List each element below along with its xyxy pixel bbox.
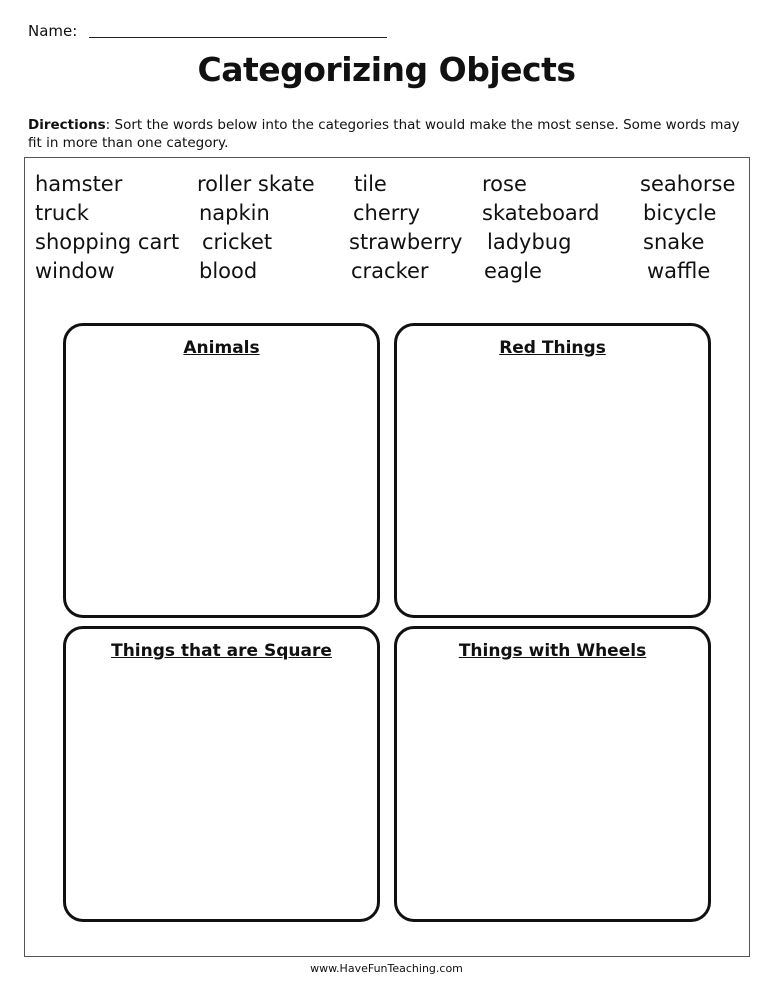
word-item: waffle xyxy=(647,259,711,283)
name-label-text: Name: xyxy=(28,22,78,40)
word-item: truck xyxy=(35,201,89,225)
category-title: Animals xyxy=(183,338,260,358)
word-item: hamster xyxy=(35,172,123,196)
word-item: napkin xyxy=(199,201,270,225)
name-label xyxy=(28,22,77,40)
category-box-animals[interactable] xyxy=(63,323,380,618)
name-field-line[interactable] xyxy=(89,37,387,38)
category-title: Red Things xyxy=(499,338,606,358)
word-item: shopping cart xyxy=(35,230,180,254)
word-item: blood xyxy=(199,259,258,283)
directions-label: Directions xyxy=(28,117,106,133)
page-title: Categorizing Objects xyxy=(197,50,576,89)
category-title: Things that are Square xyxy=(111,641,332,661)
directions xyxy=(28,116,748,152)
category-title: Things with Wheels xyxy=(458,641,647,661)
word-item: seahorse xyxy=(640,172,736,196)
word-item: rose xyxy=(482,172,527,196)
word-item: cherry xyxy=(353,201,421,225)
word-item: snake xyxy=(643,230,705,254)
word-item: cricket xyxy=(202,230,273,254)
word-item: skateboard xyxy=(482,201,600,225)
word-item: roller skate xyxy=(197,172,315,196)
worksheet-frame xyxy=(24,157,750,957)
word-item: window xyxy=(35,259,115,283)
directions-text: : Sort the words below into the categories that would make the most sense. Some words may fit in more than one category. xyxy=(28,117,740,151)
category-box-square-things[interactable] xyxy=(63,626,380,922)
category-box-things-with-wheels[interactable] xyxy=(394,626,711,922)
word-item: bicycle xyxy=(643,201,717,225)
word-item: cracker xyxy=(351,259,429,283)
footer-website: www.HaveFunTeaching.com xyxy=(310,962,463,975)
word-item: eagle xyxy=(484,259,542,283)
word-item: ladybug xyxy=(487,230,572,254)
word-item: strawberry xyxy=(349,230,463,254)
category-box-red-things[interactable] xyxy=(394,323,711,618)
word-item: tile xyxy=(354,172,387,196)
